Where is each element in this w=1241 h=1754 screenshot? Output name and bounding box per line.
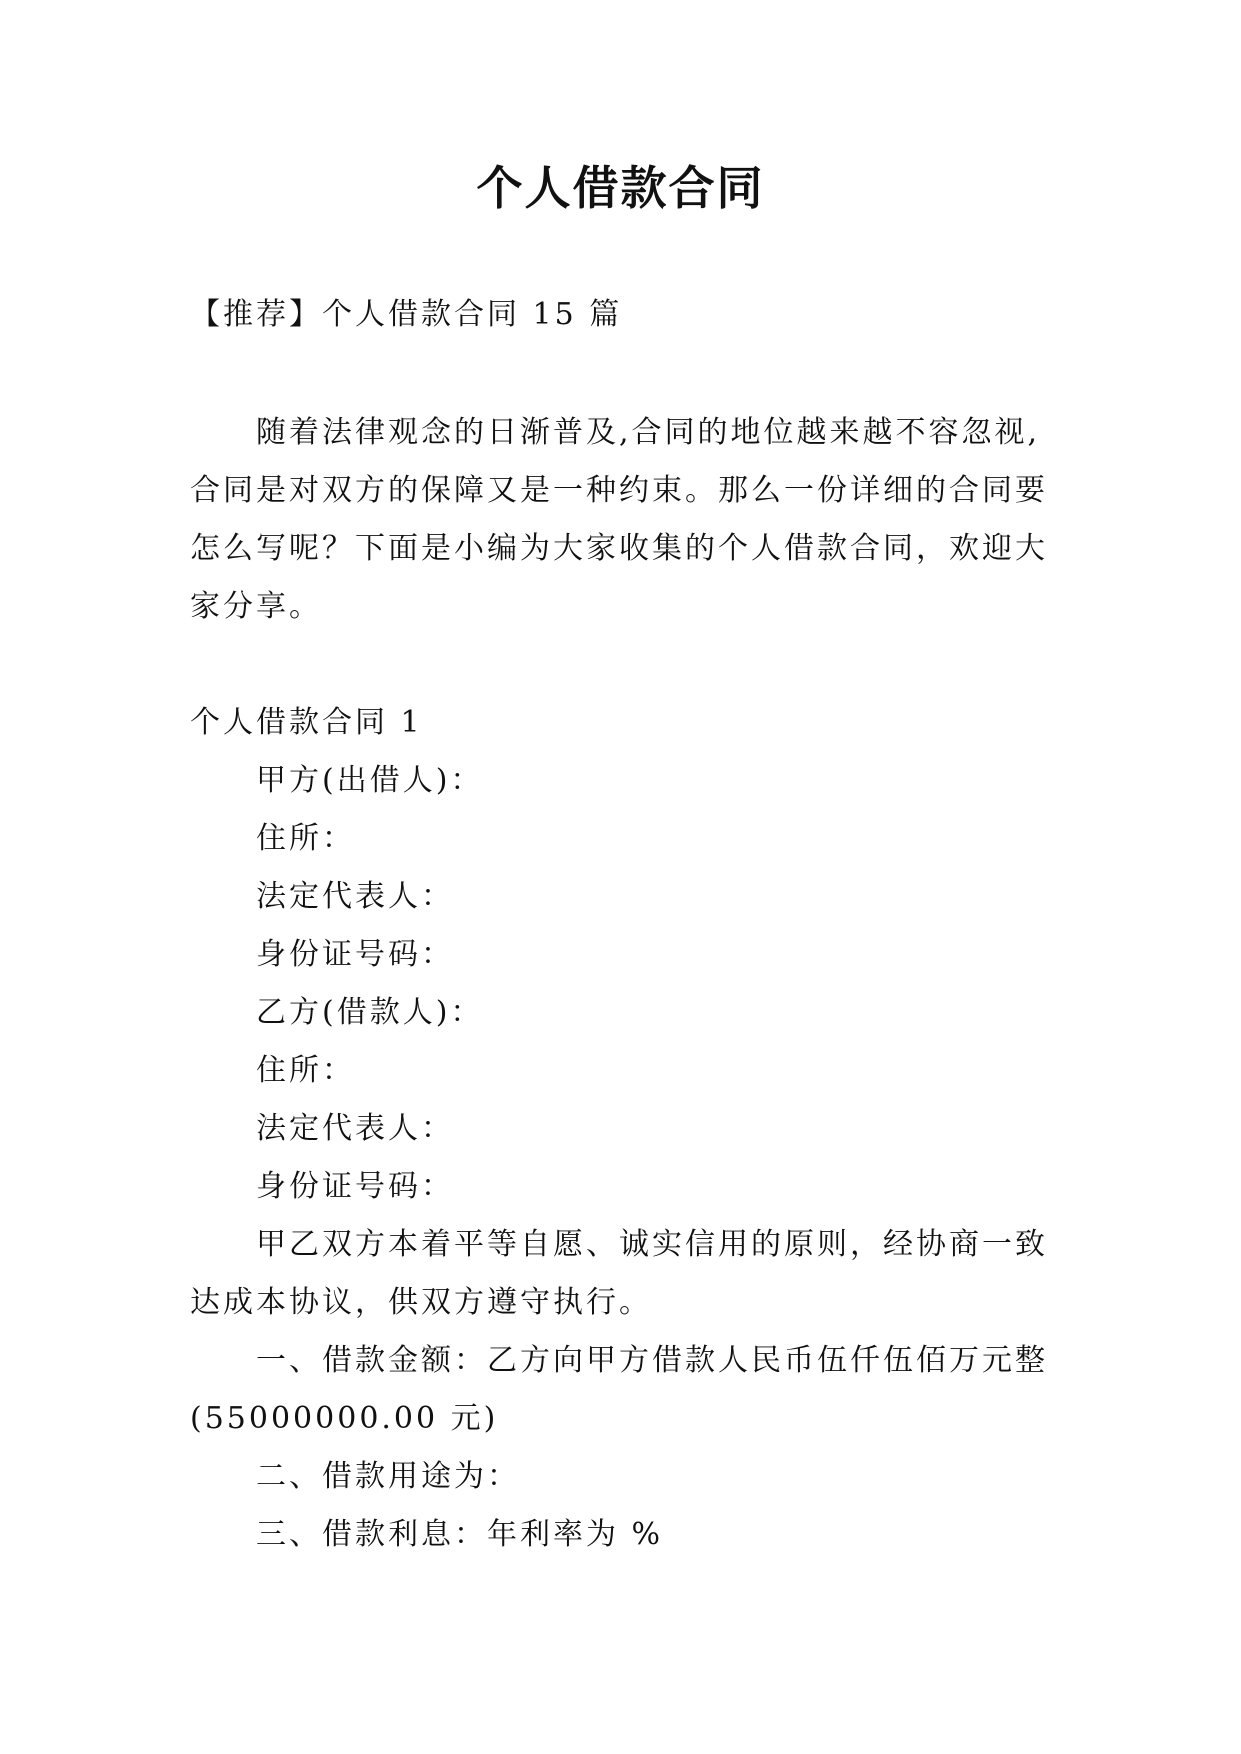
clause-loan-amount: 一、借款金额：乙方向甲方借款人民币伍仟伍佰万元整(55000000.00 元) (190, 1343, 1048, 1436)
borrower-address-field: 住所： (256, 1053, 355, 1088)
agreement-paragraph: 甲乙双方本着平等自愿、诚实信用的原则，经协商一致达成本协议，供双方遵守执行。 (190, 1227, 1048, 1320)
lender-party-field: 甲方(出借人)： (256, 763, 484, 798)
lender-representative-field: 法定代表人： (256, 879, 454, 914)
clause-loan-interest: 三、借款利息：年利率为 % (256, 1517, 664, 1552)
borrower-party-field: 乙方(借款人)： (256, 995, 484, 1030)
borrower-id-field: 身份证号码： (256, 1169, 454, 1204)
lender-id-field: 身份证号码： (256, 937, 454, 972)
section-title: 个人借款合同 1 (190, 705, 423, 740)
document-title: 个人借款合同 (476, 161, 765, 215)
contract-section (190, 694, 1060, 1564)
lender-address-field: 住所： (256, 821, 355, 856)
clause-loan-purpose: 二、借款用途为： (256, 1459, 520, 1494)
intro-paragraph: 随着法律观念的日渐普及,合同的地位越来越不容忽视,合同是对双方的保障又是一种约束。那么一份详细的合同要怎么写呢？下面是小编为大家收集的个人借款合同，欢迎大家分享。 (190, 415, 1048, 624)
document-subtitle: 【推荐】个人借款合同 15 篇 (190, 297, 623, 332)
borrower-representative-field: 法定代表人： (256, 1111, 454, 1146)
